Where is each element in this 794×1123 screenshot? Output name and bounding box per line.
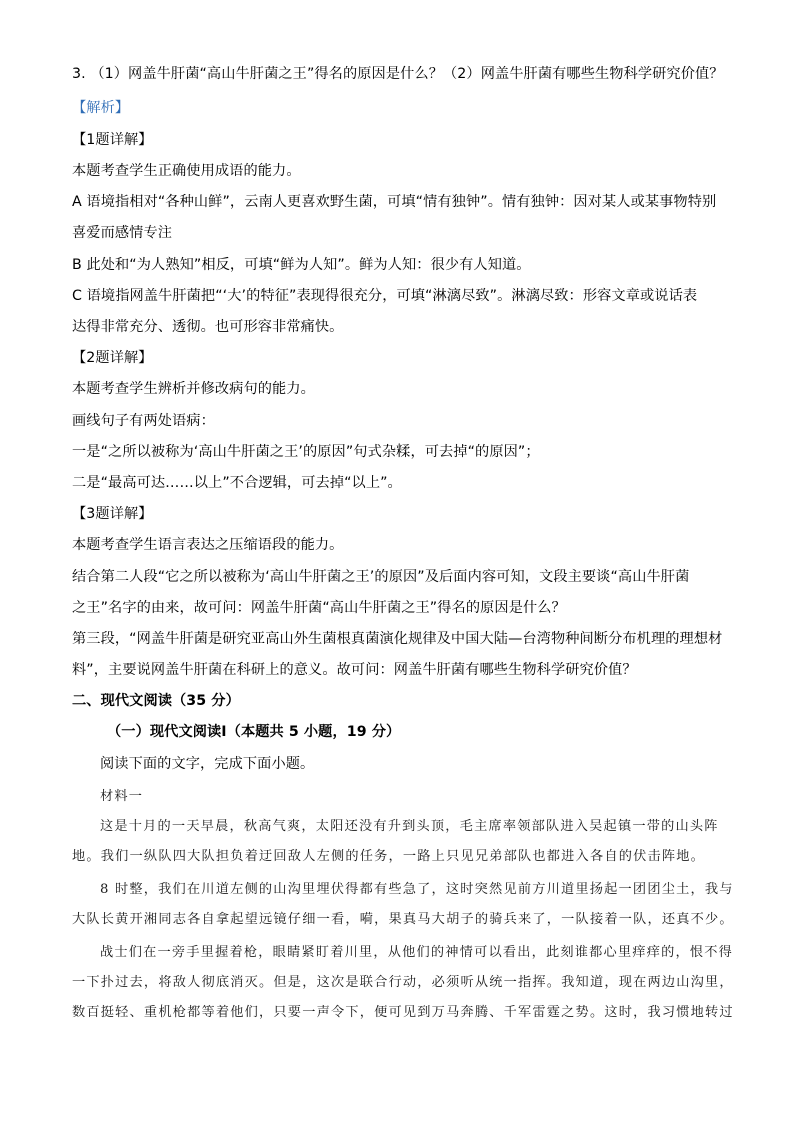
paragraph-option-b: B 此处和“为人熟知”相反，可填“鲜为人知”。鲜为人知：很少有人知道。 xyxy=(72,257,531,273)
material-p3-line1: 战士们在一旁手里握着枪，眼睛紧盯着川里，从他们的神情可以看出，此刻谁都心里痒痒的，恨不得 xyxy=(100,945,734,960)
paragraph-q3-intro: 本题考查学生语言表达之压缩语段的能力。 xyxy=(72,537,344,553)
heading-q3-detail: 【3题详解】 xyxy=(72,506,153,522)
paragraph-q2-error-two: 二是“最高可达……以上”不合逻辑，可去掉“以上”。 xyxy=(72,475,402,491)
paragraph-q3-part1-line2: 之王”名字的由来，故可问：网盖牛肝菌“高山牛肝菌之王”得名的原因是什么？ xyxy=(72,600,566,616)
question-3: 3. （1）网盖牛肝菌“高山牛肝菌之王”得名的原因是什么？（2）网盖牛肝菌有哪些生物科学研究价值？ xyxy=(72,66,724,82)
paragraph-q2-error-one: 一是“之所以被称为‘高山牛肝菌之王’的原因”句式杂糅，可去掉“的原因”； xyxy=(72,444,540,460)
paragraph-option-a-line2: 喜爱而感情专注 xyxy=(72,225,173,241)
paragraph-option-c-line1: C 语境指网盖牛肝菌把“‘大’的特征”表现得很充分，可填“淋漓尽致”。淋漓尽致：形容文章或说话表 xyxy=(72,288,698,304)
heading-q1-detail: 【1题详解】 xyxy=(72,132,153,148)
paragraph-option-c-line2: 达得非常充分、透彻。也可形容非常痛快。 xyxy=(72,319,344,335)
heading-q2-detail: 【2题详解】 xyxy=(72,350,153,366)
material-p3-line2: 一下扑过去，将敌人彻底消灭。但是，这次是联合行动，必须听从统一指挥。我知道，现在两边山沟里， xyxy=(72,975,734,990)
material-p1-line2: 地。我们一纵队四大队担负着迂回敌人左侧的任务，一路上只见兄弟部队也都进入各自的伏击阵地。 xyxy=(72,849,706,864)
material-p2-line1: 8 时整，我们在川道左侧的山沟里埋伏得都有些急了，这时突然见前方川道里扬起一团团尘土，我与 xyxy=(100,882,734,897)
subsection-heading: （一）现代文阅读Ⅰ（本题共 5 小题，19 分） xyxy=(107,724,401,740)
analysis-label: 【解析】 xyxy=(72,100,130,116)
paragraph-option-a-line1: A 语境指相对“各种山鲜”，云南人更喜欢野生菌，可填“情有独钟”。情有独钟：因对某人或某事物特别 xyxy=(72,194,717,210)
material-title: 材料一 xyxy=(100,789,144,804)
paragraph-q3-part2-line2: 料”，主要说网盖牛肝菌在科研上的意义。故可问：网盖牛肝菌有哪些生物科学研究价值？ xyxy=(72,662,637,678)
paragraph-q2-errors: 画线句子有两处语病： xyxy=(72,413,215,429)
section-heading: 二、现代文阅读（35 分） xyxy=(72,693,240,709)
material-p2-line2: 大队长黄开湘同志各自拿起望远镜仔细一看，嗬，果真马大胡子的骑兵来了，一队接着一队，还真不少。 xyxy=(72,912,734,927)
material-p3-line3: 数百挺轻、重机枪都等着他们，只要一声令下，便可见到万马奔腾、千军雷霆之势。这时，我习惯地转过 xyxy=(72,1005,734,1020)
paragraph-q2-intro: 本题考查学生辨析并修改病句的能力。 xyxy=(72,381,315,397)
material-p1-line1: 这是十月的一天早晨，秋高气爽，太阳还没有升到头顶，毛主席率领部队进入吴起镇一带的山头阵 xyxy=(100,819,719,834)
paragraph-q3-part1-line1: 结合第二人段“它之所以被称为‘高山牛肝菌之王’的原因”及后面内容可知，文段主要谈“高山牛肝菌 xyxy=(72,569,690,585)
paragraph-q3-part2-line1: 第三段，“网盖牛肝菌是研究亚高山外生菌根真菌演化规律及中国大陆—台湾物种间断分布机理的理想材 xyxy=(72,631,723,647)
reading-instruction: 阅读下面的文字，完成下面小题。 xyxy=(100,756,315,772)
paragraph-q1-intro: 本题考查学生正确使用成语的能力。 xyxy=(72,163,301,179)
